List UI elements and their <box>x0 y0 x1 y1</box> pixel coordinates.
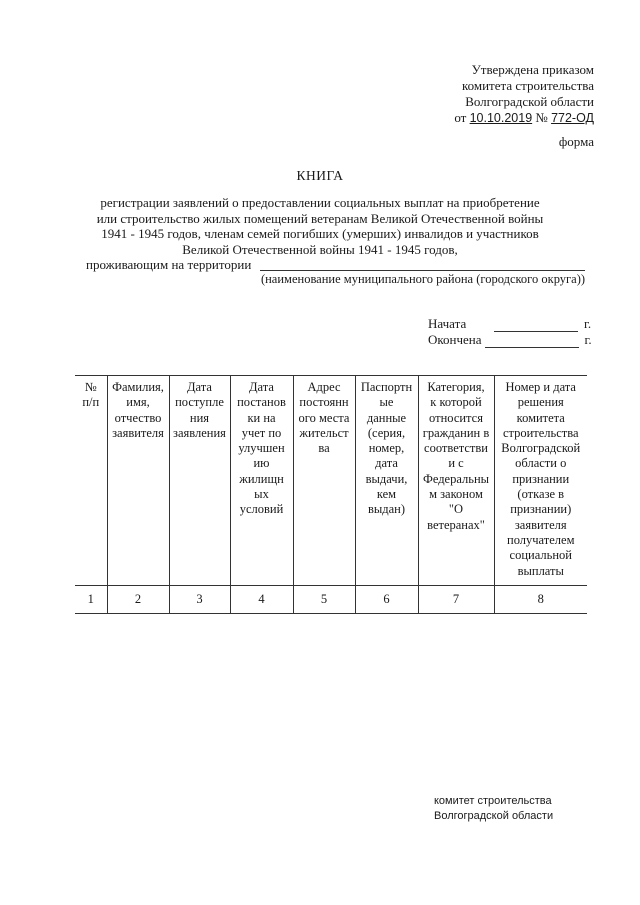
territory-label: проживающим на территории <box>86 257 252 272</box>
approval-line-1: Утверждена приказом <box>471 62 594 77</box>
form-label: форма <box>558 134 594 149</box>
column-number-cell: 1 <box>75 585 107 613</box>
column-number-cell: 7 <box>418 585 494 613</box>
ended-label: Окончена <box>428 332 482 347</box>
column-number-cell: 8 <box>494 585 587 613</box>
column-number-cell: 5 <box>293 585 355 613</box>
column-number-cell: 2 <box>107 585 169 613</box>
started-blank <box>494 319 578 332</box>
started-row <box>428 316 592 332</box>
ended-row <box>428 332 592 348</box>
column-number-cell: 3 <box>169 585 230 613</box>
approval-number-prefix: № <box>532 110 552 125</box>
footer-stamp <box>434 794 553 824</box>
registration-table <box>75 375 587 614</box>
column-header-decision: Номер и дата решения комитета строительства Волгоградской области о признании (отказе в признании) заявителя получателем социальной выплаты <box>494 376 587 586</box>
column-number-cell: 6 <box>355 585 418 613</box>
column-header-category: Категория, к которой относится гражданин в соответстви и с Федеральны м законом "О ветеранах" <box>418 376 494 586</box>
column-header-registration-date: Дата постанов ки на учет по улучшен ию жилищн ых условий <box>230 376 293 586</box>
territory-fill-line <box>260 270 585 271</box>
document-title: КНИГА <box>296 168 344 183</box>
table-header-row <box>75 376 587 586</box>
column-header-address: Адрес постоянн ого места жительст ва <box>293 376 355 586</box>
description-line-3: 1941 - 1945 годов, членам семей погибших (умерших) инвалидов и участников <box>101 226 539 241</box>
column-header-passport: Паспортн ые данные (серия, номер, дата выдачи, кем выдан) <box>355 376 418 586</box>
description-line-2: или строительство жилых помещений ветеранам Великой Отечественной войны <box>96 210 544 226</box>
started-year-suffix: г. <box>584 316 592 331</box>
approval-date: 10.10.2019 <box>469 111 533 125</box>
footer-line-2: Волгоградской области <box>434 810 554 822</box>
started-label: Начата <box>428 316 467 331</box>
column-header-full-name: Фамилия, имя, отчество заявителя <box>107 376 169 586</box>
approval-block <box>454 62 594 126</box>
column-header-application-date: Дата поступле ния заявления <box>169 376 230 586</box>
approval-number: 772-ОД <box>551 111 594 125</box>
approval-from-prefix: от <box>454 110 470 125</box>
approval-order-line <box>454 110 594 126</box>
column-number-row <box>75 585 587 613</box>
ended-year-suffix: г. <box>584 332 592 347</box>
column-number-cell: 4 <box>230 585 293 613</box>
document-description <box>0 195 640 257</box>
footer-line-1: комитет строительства <box>434 795 552 807</box>
ended-blank <box>485 335 579 348</box>
column-header-number: № п/п <box>75 376 107 586</box>
territory-caption: (наименование муниципального района (городского округа)) <box>260 272 586 286</box>
approval-line-3: Волгоградской области <box>465 94 594 109</box>
description-line-1: регистрации заявлений о предоставлении социальных выплат на приобретение <box>100 195 540 210</box>
approval-line-2: комитета строительства <box>461 78 594 93</box>
description-line-4: Великой Отечественной войны 1941 - 1945 годов, <box>182 241 458 257</box>
book-dates <box>428 316 592 348</box>
